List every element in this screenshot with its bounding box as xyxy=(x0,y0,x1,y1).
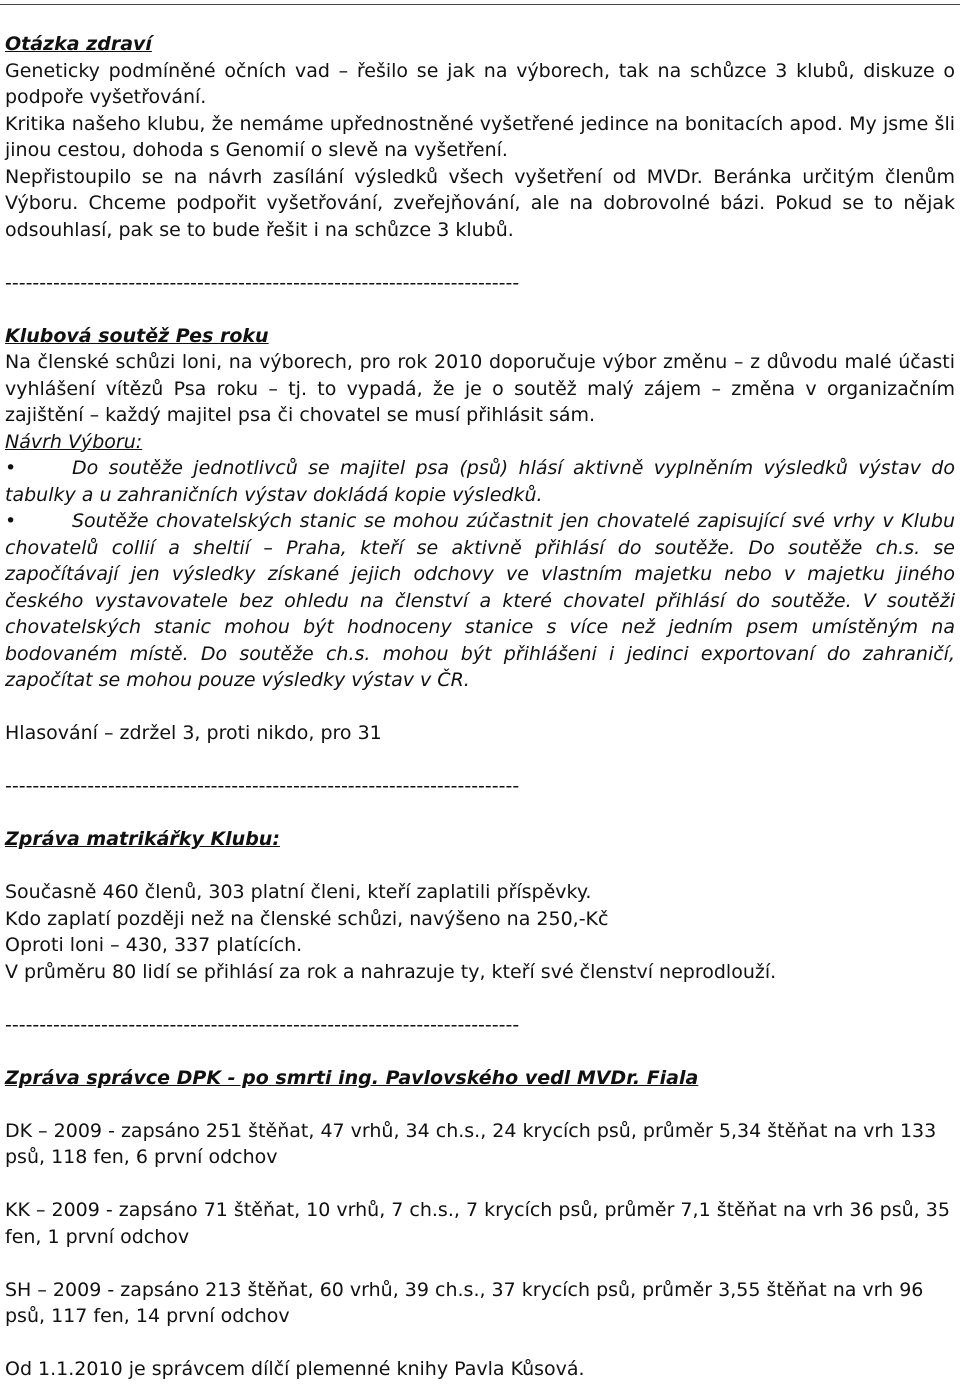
top-rule xyxy=(0,4,960,5)
registrar-line-members: Současně 460 členů, 303 platní členi, kteří zaplatili příspěvky. xyxy=(5,881,592,903)
registrar-line-last-year: Oproti loni – 430, 337 platících. xyxy=(5,934,303,956)
registrar-line-late-fee: Kdo zaplatí později než na členské schůzi, navýšeno na 250,-Kč xyxy=(5,907,609,930)
document-page xyxy=(5,31,955,1383)
health-paragraph-3: Nepřistoupilo se na návrh zasílání výsledků všech vyšetření od MVDr. Beránka určitým členům Výboru. Chceme podpořit vyšetřování, zveřejňování, ale na dobrovolné bázi. Pokud se to nějak odsouhlasí, pak se to bude řešit i na schůzce 3 klubů. xyxy=(5,165,955,241)
registrar-heading: Zpráva matrikářky Klubu: xyxy=(5,828,280,850)
section-divider: --------------------------------------------------------------------------- xyxy=(5,775,520,797)
registrar-line-average: V průměru 80 lidí se přihlásí za rok a nahrazuje ty, kteří své členství neprodlouží. xyxy=(5,960,777,983)
health-heading: Otázka zdraví xyxy=(5,33,152,55)
health-paragraph-1: Geneticky podmíněné očních vad – řešilo se jak na výborech, tak na schůzce 3 klubů, diskuze o podpoře vyšetřování. xyxy=(5,59,955,108)
section-divider: --------------------------------------------------------------------------- xyxy=(5,271,520,294)
proposal-label: Návrh Výboru: xyxy=(5,430,143,453)
dpk-stats-kk: KK – 2009 - zapsáno 71 štěňat, 10 vrhů, 7 ch.s., 7 krycích psů, průměr 7,1 štěňat na vrh 36 psů, 35 fen, 1 první odchov xyxy=(5,1199,950,1248)
bullet-text-individual: Do soutěže jednotlivců se majitel psa (psů) hlásí aktivně vyplněním výsledků výstav do tabulky a u zahraničních výstav dokládá kopie výsledků. xyxy=(5,457,955,506)
dpk-stats-sh: SH – 2009 - zapsáno 213 štěňat, 60 vrhů, 39 ch.s., 37 krycích psů, průměr 3,55 štěňat na vrh 96 psů, 117 fen, 14 první odchov xyxy=(5,1278,924,1327)
bullet-icon: • xyxy=(5,510,17,532)
vote-result: Hlasování – zdržel 3, proti nikdo, pro 31 xyxy=(5,722,382,744)
competition-heading: Klubová soutěž Pes roku xyxy=(5,324,269,347)
section-divider: --------------------------------------------------------------------------- xyxy=(5,1013,520,1036)
competition-intro: Na členské schůzi loni, na výborech, pro rok 2010 doporučuje výbor změnu – z důvodu malé účasti vyhlášení vítězů Psa roku – tj. to vypadá, že je o soutěž malý zájem – změna v organizačním zajištění – každý majitel psa či chovatel se musí přihlásit sám. xyxy=(5,351,955,426)
bullet-icon: • xyxy=(5,457,17,479)
bullet-text-kennels: Soutěže chovatelských stanic se mohou zúčastnit jen chovatelé zapisující své vrhy v Klubu chovatelů collií a sheltií – Praha, kteří se aktivně přihlásí do soutěže. Do soutěže ch.s. se započítávají jen výsledky získané jejich odchovy ve vlastním majetku nebo v majetku jiného českého vystavovatele bez ohledu na členství a které chovatel přihlásí do soutěže. V soutěži chovatelských stanic mohou být hodnoceny stanice s více než jedním psem umístěným na bodovaném místě. Do soutěže ch.s. mohou být přihlášeni i jedinci exportovaní do zahraničí, započítat se mohou pouze výsledky výstav v ČR. xyxy=(5,510,955,691)
bullet-item-kennels xyxy=(5,508,955,694)
health-paragraph-2: Kritika našeho klubu, že nemáme upřednostněné vyšetřené jedince na bonitacích apod. My jsme šli jinou cestou, dohoda s Genomií o slevě na vyšetření. xyxy=(5,112,955,161)
dpk-heading: Zpráva správce DPK - po smrti ing. Pavlovského vedl MVDr. Fiala xyxy=(5,1066,699,1089)
dpk-footer: Od 1.1.2010 je správcem dílčí plemenné knihy Pavla Kůsová. xyxy=(5,1358,585,1380)
dpk-stats-dk: DK – 2009 - zapsáno 251 štěňat, 47 vrhů, 34 ch.s., 24 krycích psů, průměr 5,34 štěňat na vrh 133 psů, 118 fen, 6 první odchov xyxy=(5,1119,937,1168)
bullet-item-individual xyxy=(5,455,955,508)
